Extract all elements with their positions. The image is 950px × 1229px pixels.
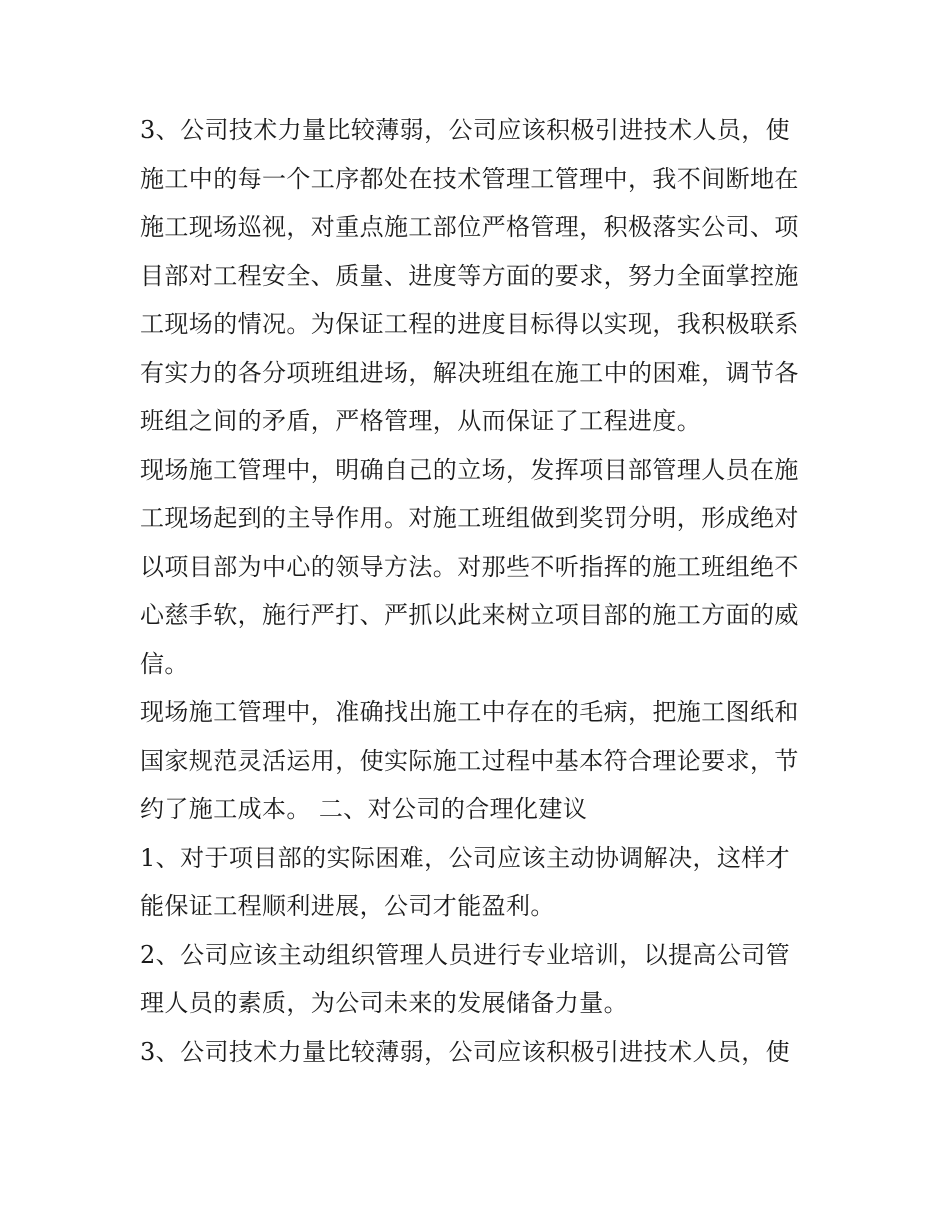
text-line: 能保证工程顺利进展，公司才能盈利。 <box>140 892 555 920</box>
text-line: 信。 <box>140 649 189 678</box>
text-line: 国家规范灵活运用，使实际施工过程中基本符合理论要求，节 <box>140 746 799 775</box>
text-line: 工现场起到的主导作用。对施工班组做到奖罚分明，形成绝对 <box>140 504 799 532</box>
text-line: 施工现场巡视，对重点施工部位严格管理，积极落实公司、项 <box>140 213 799 241</box>
text-line: 3、公司技术力量比较薄弱，公司应该积极引进技术人员，使 <box>140 116 791 144</box>
text-line: 现场施工管理中，明确自己的立场，发挥项目部管理人员在施 <box>140 455 799 484</box>
text-line: 以项目部为中心的领导方法。对那些不听指挥的施工班组绝不 <box>140 552 799 581</box>
text-line: 目部对工程安全、质量、进度等方面的要求，努力全面掌控施 <box>140 261 799 290</box>
text-line: 2、公司应该主动组织管理人员进行专业培训，以提高公司管 <box>140 940 791 969</box>
text-line: 班组之间的矛盾，严格管理，从而保证了工程进度。 <box>140 407 702 435</box>
text-line: 施工中的每一个工序都处在技术管理工管理中，我不间断地在 <box>140 164 799 193</box>
text-line: 心慈手软，施行严打、严抓以此来树立项目部的施工方面的威 <box>140 601 799 629</box>
text-line: 3、公司技术力量比较薄弱，公司应该积极引进技术人员，使 <box>140 1037 791 1066</box>
text-line: 工现场的情况。为保证工程的进度目标得以实现，我积极联系 <box>140 310 799 338</box>
text-line: 1、对于项目部的实际困难，公司应该主动协调解决，这样才 <box>140 843 791 872</box>
text-line: 约了施工成本。 二、对公司的合理化建议 <box>140 795 588 823</box>
document-body <box>140 106 820 1076</box>
text-line: 现场施工管理中，准确找出施工中存在的毛病，把施工图纸和 <box>140 698 799 726</box>
text-line: 理人员的素质，为公司未来的发展储备力量。 <box>140 989 628 1017</box>
text-line: 有实力的各分项班组进场，解决班组在施工中的困难，调节各 <box>140 358 799 387</box>
